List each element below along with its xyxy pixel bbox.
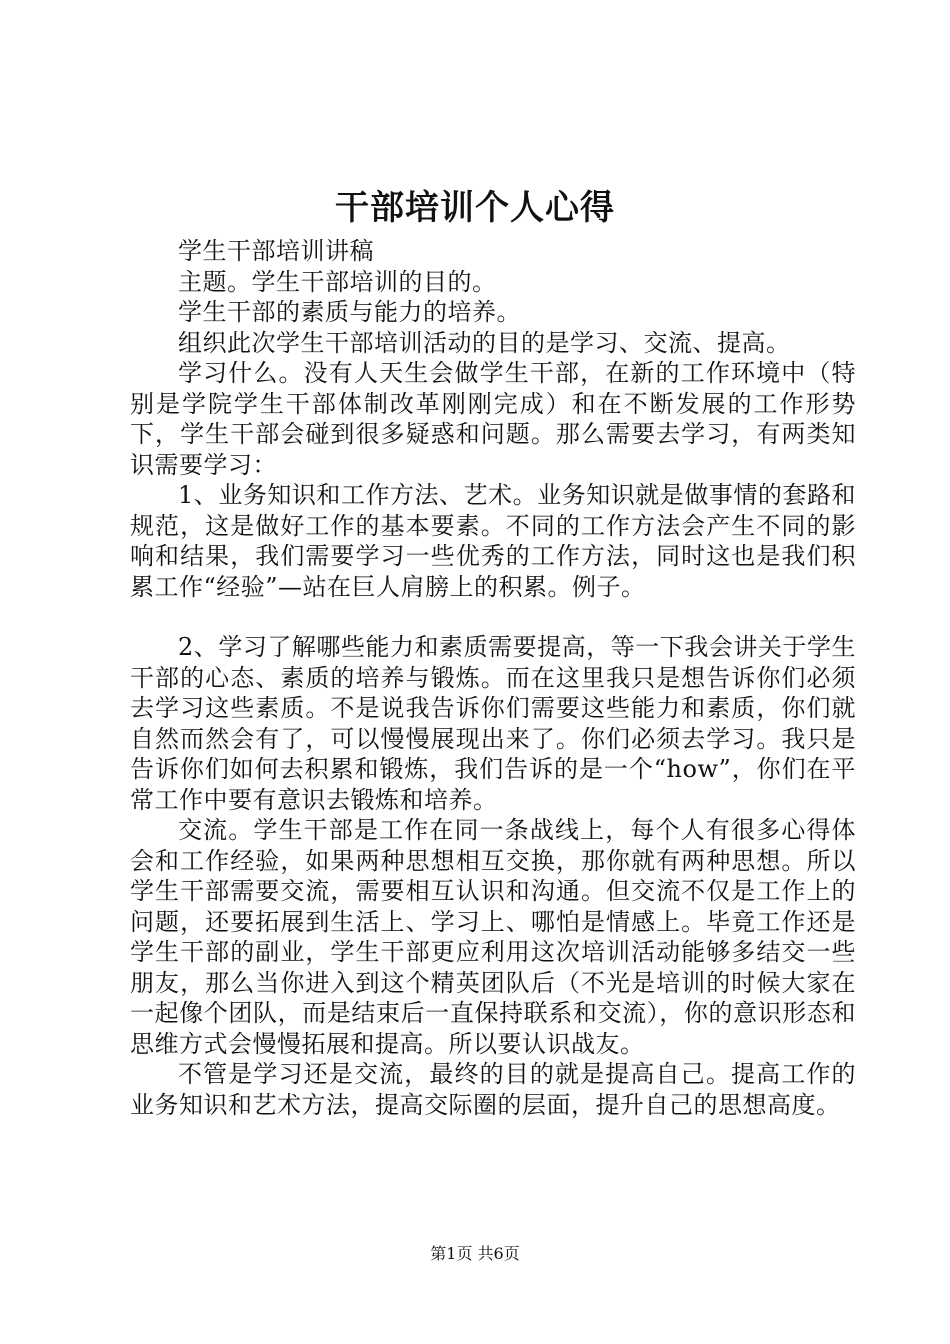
paragraph-exchange: 交流。学生干部是工作在同一条战线上，每个人有很多心得体会和工作经验，如果两种思想相互交换，那你就有两种思想。所以学生干部需要交流，需要相互认识和沟通。但交流不仅是工作上的问题，还要拓展到生活上、学习上、哪怕是情感上。毕竟工作还是学生干部的副业，学生干部更应利用这次培训活动能够多结交一些朋友，那么当你进入到这个精英团队后（不光是培训的时候大家在一起像个团队，而是结束后一直保持联系和交流），你的意识形态和思维方式会慢慢拓展和提高。所以要认识战友。 bbox=[130, 816, 856, 1058]
paragraph-speech-title: 学生干部培训讲稿 bbox=[178, 237, 374, 265]
paragraph-point-1: 1、业务知识和工作方法、艺术。业务知识就是做事情的套路和规范，这是做好工作的基本要素。不同的工作方法会产生不同的影响和结果，我们需要学习一些优秀的工作方法，同时这也是我们积累工作“经验”—站在巨人肩膀上的积累。例子。 bbox=[130, 481, 856, 601]
paragraph-point-2: 2、学习了解哪些能力和素质需要提高，等一下我会讲关于学生干部的心态、素质的培养与锻炼。而在这里我只是想告诉你们必须去学习这些素质。不是说我告诉你们需要这些能力和素质，你们就自然而然会有了，可以慢慢展现出来了。你们必须去学习。我只是告诉你们如何去积累和锻炼，我们告诉的是一个“how”，你们在平常工作中要有意识去锻炼和培养。 bbox=[130, 633, 856, 814]
paragraph-gap bbox=[130, 602, 856, 632]
paragraph-conclusion: 不管是学习还是交流，最终的目的就是提高自己。提高工作的业务知识和艺术方法，提高交际圈的层面，提升自己的思想高度。 bbox=[130, 1060, 856, 1119]
paragraph-learn: 学习什么。没有人天生会做学生干部，在新的工作环境中（特别是学院学生干部体制改革刚刚完成）和在不断发展的工作形势下，学生干部会碰到很多疑惑和问题。那么需要去学习，有两类知识需要学习： bbox=[130, 359, 856, 479]
page-footer: 第1页 共6页 bbox=[430, 1244, 520, 1263]
document-body bbox=[130, 236, 856, 1120]
paragraph-subtopic: 学生干部的素质与能力的培养。 bbox=[178, 298, 521, 326]
document-title: 干部培训个人心得 bbox=[335, 188, 615, 228]
paragraph-purpose: 组织此次学生干部培训活动的目的是学习、交流、提高。 bbox=[178, 328, 791, 357]
paragraph-topic: 主题。学生干部培训的目的。 bbox=[178, 267, 497, 296]
